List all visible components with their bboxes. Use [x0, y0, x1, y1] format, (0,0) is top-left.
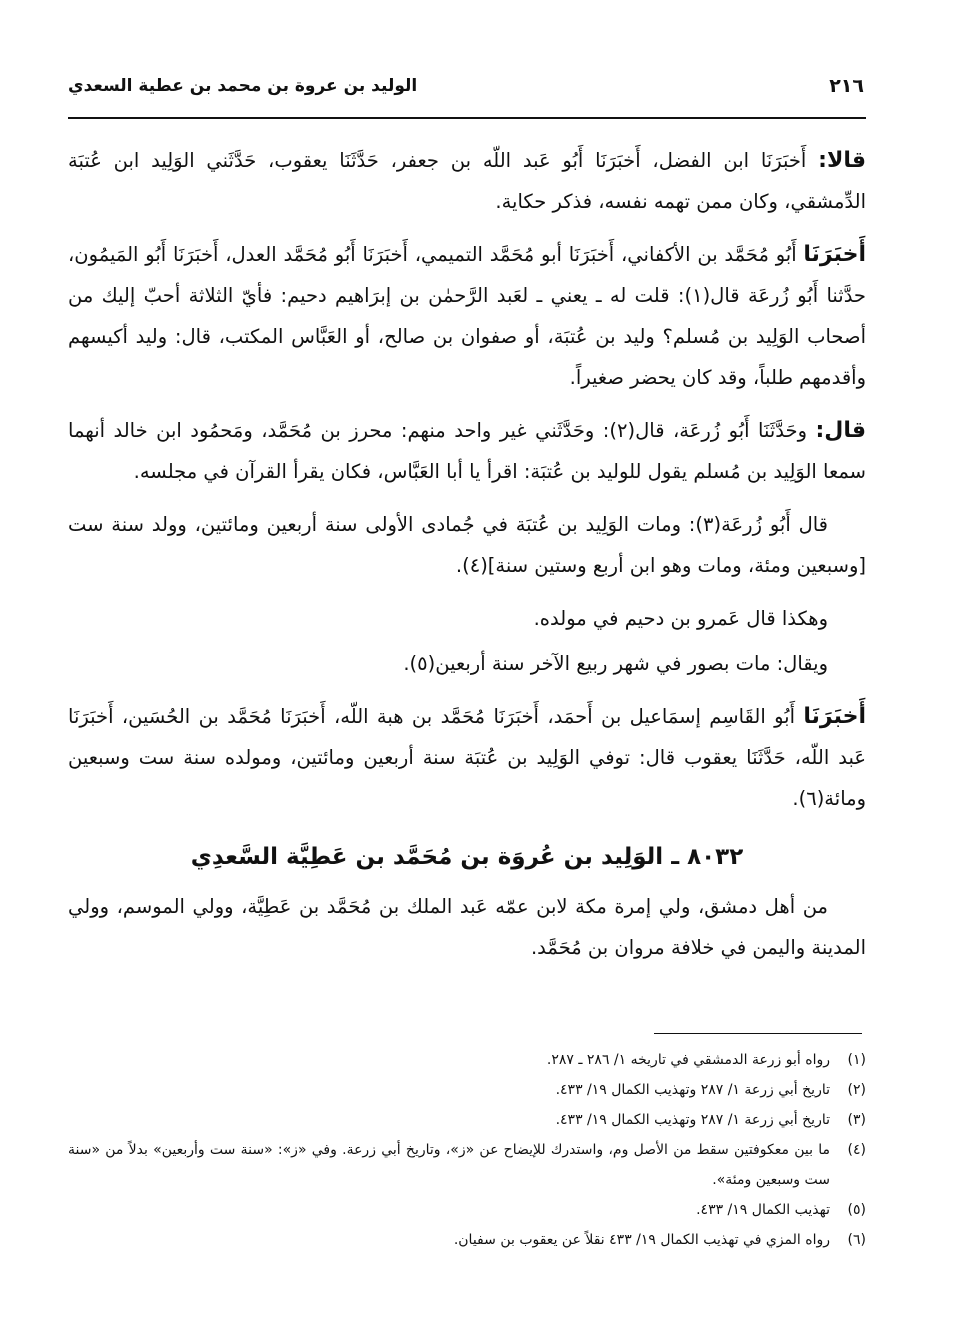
footnote [68, 1195, 866, 1225]
biography-title: ٨٠٣٢ ـ الوَلِيد بن عُروَة بن مُحَمَّد بن عَطِيَّة السَّعدِي [190, 844, 744, 870]
paragraph [68, 643, 866, 684]
page-header [68, 68, 864, 104]
footnote [68, 1225, 866, 1255]
paragraph-text: ويقال: مات بصور في شهر ربيع الآخر سنة أربعين(٥). [403, 652, 828, 675]
paragraph-lead: قالا: [818, 148, 866, 173]
footnote-text: ما بين معكوفتين سقط من الأصل وم، واستدرك للإيضاح عن «ز»، وتاريخ أبي زرعة. وفي «ز»: «سنة ست وأربعين» بدلاً من «سنة ست وسبعين ومئة». [68, 1142, 830, 1188]
footnote [68, 1135, 866, 1195]
biography-text: من أهل دمشق، ولي إمرة مكة لابن عمّه عَبد الملك بن مُحَمَّد بن عَطِيَّة، وولي الموسم، وولي المدينة واليمن في خلافة مروان بن مُحَمَّد. [68, 895, 866, 959]
footnote-number: (٥) [847, 1202, 866, 1218]
footnote-text: تهذيب الكمال ١٩/ ٤٣٣. [696, 1202, 830, 1218]
paragraph-text: وحَدَّثَنَا أَبُو زُرعَة، قال(٢): وحَدَّثَني غير واحد منهم: محرز بن مُحَمَّد، ومَحمُود ابن خالد أنهما سمعا الوَلِيد بن مُسلم يقول للوليد بن عُتبَة: اقرأ يا أبا العَبَّاس، فكان يقرأ القرآن في مجلسه. [68, 419, 866, 483]
footnote-text: رواه أبو زرعة الدمشقي في تاريخه ١/ ٢٨٦ ـ ٢٨٧. [546, 1052, 830, 1068]
footnote-text: رواه المزي في تهذيب الكمال ١٩/ ٤٣٣ نقلاً عن يعقوب بن سفيان. [453, 1232, 830, 1248]
footnotes [68, 1045, 866, 1255]
footnote [68, 1045, 866, 1075]
paragraph-text: أَبُو القَاسِم إسمَاعيل بن أَحمَد، أَخبَرَنَا مُحَمَّد بن هبة اللّه، أَخبَرَنَا مُحَمَّد بن الحُسَين، أَخبَرَنَا عَبد اللّه، حَدَّثَنَا يعقوب قال: توفي الوَلِيد بن عُتبَة سنة أربعين ومائتين، ومولده سنة ست وسبعين ومائة(٦). [68, 705, 866, 810]
footnote [68, 1105, 866, 1135]
header-rule [68, 117, 866, 119]
paragraph [68, 410, 866, 492]
footnote-text: تاريخ أبي زرعة ١/ ٢٨٧ وتهذيب الكمال ١٩/ ٤٣٣. [555, 1112, 830, 1128]
paragraph [68, 696, 866, 819]
paragraph [68, 504, 866, 586]
paragraph [68, 234, 866, 398]
paragraph-lead: أَخبَرَنَا [803, 704, 866, 729]
paragraph-text: أَخبَرَنَا ابن الفضل، أَخبَرَنَا أَبُو عَبد اللّه بن جعفر، حَدَّثَنَا يعقوب، حَدَّثَني الوَلِيد ابن عُتبَة الدِّمشقي، وكان ممن تهمه نفسه، فذكر حكاية. [68, 149, 866, 213]
footnote-number: (٦) [847, 1232, 866, 1248]
paragraph-text: أَبُو مُحَمَّد بن الأكفاني، أَخبَرَنَا أبو مُحَمَّد التميمي، أَخبَرَنَا أَبُو مُحَمَّد العدل، أَخبَرَنَا أَبُو المَيمُون، حدَّثنا أَبُو زُرعَة قال(١): قلت له ـ يعني ـ لعَبد الرَّحمٰن بن إبرَاهيم دحيم: فأيّ الثلاثة أحبّ إليك من أصحاب الوَلِيد بن مُسلم؟ وليد بن عُتبَة، أو صفوان بن صالح، أو العَبَّاس المكتب، قال: وليد أكيسهم وأقدمهم طلباً، وقد كان يحضر صغيراً. [68, 243, 866, 389]
paragraph-lead: أَخبَرَنَا [803, 242, 866, 267]
footnote-number: (١) [847, 1052, 866, 1068]
paragraph-text: قال أَبُو زُرعَة(٣): ومات الوَلِيد بن عُتبَة في جُمادى الأولى سنة أربعين ومائتين، وولد سنة ست [وسبعين ومئة، ومات وهو ابن أربع وستين سنة](٤). [68, 513, 866, 577]
footnote-number: (٤) [847, 1142, 866, 1158]
page-number: ٢١٦ [829, 75, 864, 97]
paragraph-text: وهكذا قال عَمرو بن دحيم في مولده. [533, 607, 828, 630]
paragraph [68, 140, 866, 222]
footnote-text: تاريخ أبي زرعة ١/ ٢٨٧ وتهذيب الكمال ١٩/ ٤٣٣. [555, 1082, 830, 1098]
main-text [68, 140, 866, 980]
running-title: الوليد بن عروة بن محمد بن عطية السعدي [68, 76, 418, 96]
footnote [68, 1075, 866, 1105]
paragraph-lead: قال: [815, 418, 866, 443]
footnote-separator [654, 1033, 862, 1034]
paragraph [68, 598, 866, 639]
footnote-number: (٣) [847, 1112, 866, 1128]
footnote-number: (٢) [847, 1082, 866, 1098]
